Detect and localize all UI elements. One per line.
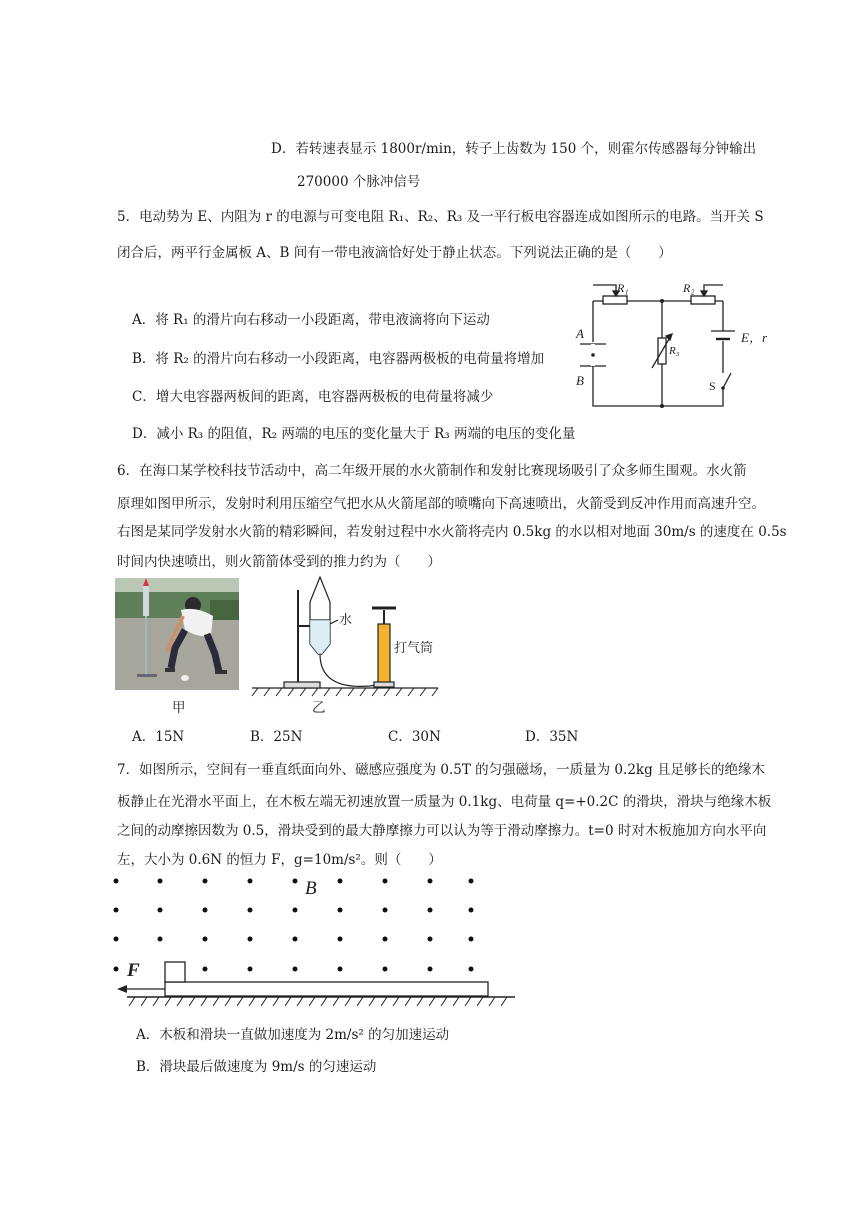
q6-stem-line1: 6．在海口某学校科技节活动中，高二年级开展的水火箭制作和发射比赛现场吸引了众多师生围观。水火箭 [117,463,747,479]
q6-option-c: C．30N [388,729,441,745]
label-r3: R₃ [669,345,680,357]
label-force-f: F [127,960,140,981]
q7-stem-line3: 之间的动摩擦因数为 0.5，滑块受到的最大静摩擦力可以认为等于滑动摩擦力。t=0 时对木板施加方向水平向 [117,823,767,839]
label-r2: R₂ [683,281,695,295]
label-r1: R₁ [617,281,629,295]
q5-option-b: B．将 R₂ 的滑片向右移动一小段距离，电容器两极板的电荷量将增加 [132,351,545,367]
circuit-diagram [568,276,788,416]
q5-option-c: C．增大电容器两板间的距离，电容器两极板的电荷量将减少 [132,389,494,405]
q6-option-a: A．15N [132,729,185,745]
label-field-b: B [305,878,317,899]
q7-stem-line4: 左，大小为 0.6N 的恒力 F，g=10m/s²。则（ ） [117,852,442,868]
label-switch: S [709,379,716,393]
q4-option-d-line2: 270000 个脉冲信号 [297,174,421,190]
q4-option-d-line1: D．若转速表显示 1800r/min，转子上齿数为 150 个，则霍尔传感器每分钟输出 [271,141,757,157]
label-water: 水 [339,612,353,627]
q6-option-b: B．25N [250,729,303,745]
q6-stem-line3: 右图是某同学发射水火箭的精彩瞬间，若发射过程中水火箭将壳内 0.5kg 的水以相对地面 30m/s 的速度在 0.5s [117,524,787,540]
label-plate-b: B [576,373,584,388]
q7-stem-line1: 7．如图所示，空间有一垂直纸面向外、磁感应强度为 0.5T 的匀强磁场，一质量为 0.2kg 且足够长的绝缘木 [117,762,766,778]
q5-stem-line2: 闭合后，两平行金属板 A、B 间有一带电液滴恰好处于静止状态。下列说法正确的是（ ） [117,245,672,261]
q5-option-d: D．减小 R₃ 的阻值，R₂ 两端的电压的变化量大于 R₃ 两端的电压的变化量 [132,426,576,442]
q5-stem-line1: 5．电动势为 E、内阻为 r 的电源与可变电阻 R₁、R₂、R₃ 及一平行板电容器连成如图所示的电路。当开关 S [117,209,764,225]
caption-jia: 甲 [172,700,186,716]
q6-stem-line4: 时间内快速喷出，则火箭箭体受到的推力约为（ ） [117,554,441,570]
q6-option-d: D．35N [525,729,579,745]
q6-stem-line2: 原理如图甲所示，发射时利用压缩空气把水从火箭尾部的喷嘴向下高速喷出，火箭受到反冲作用而高速升空。 [117,496,765,512]
caption-yi: 乙 [312,700,326,716]
q7-option-b: B．滑块最后做速度为 9m/s 的匀速运动 [136,1059,377,1075]
rocket-apparatus-diagram [250,572,440,712]
magnetic-field-diagram [105,870,525,1015]
label-plate-a: A [576,326,584,341]
q5-option-a: A．将 R₁ 的滑片向右移动一小段距离，带电液滴将向下运动 [132,312,490,328]
photo-water-rocket [115,578,239,690]
q7-stem-line2: 板静止在光滑水平面上，在木板左端无初速放置一质量为 0.1kg、电荷量 q=+0.2C 的滑块，滑块与绝缘木板 [117,794,772,810]
q7-option-a: A．木板和滑块一直做加速度为 2m/s² 的匀加速运动 [136,1027,450,1043]
label-emf: E，r [741,330,768,345]
label-pump: 打气筒 [394,640,434,655]
